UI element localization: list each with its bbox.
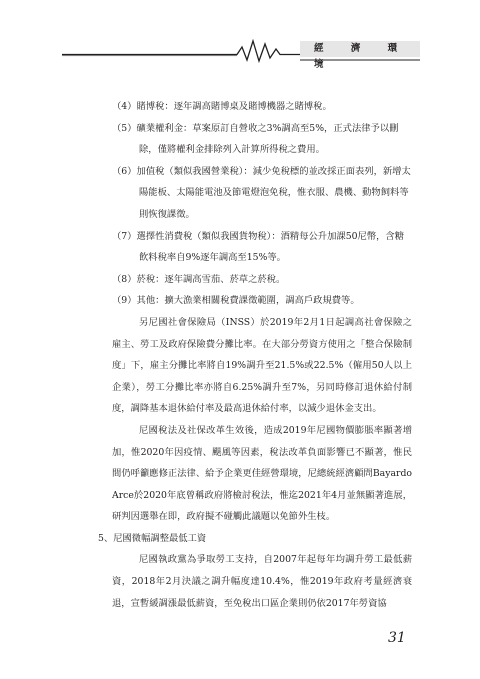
item-number: （6）: [112, 165, 137, 177]
section-label: 經 濟 環 境: [314, 43, 410, 70]
item-text: 加值稅（類似我國營業稅）：減少免稅標的並改採正面表列，新增太陽能板、太陽能電池及節電燈泡免稅，惟衣服、農機、動物飼料等則恢復課徵。: [136, 165, 411, 220]
item-text: 選擇性消費稅（類似我國貨物稅）：酒精每公升加課50尼幣，含糖飲料稅率自9%逐年調高至15%等。: [136, 230, 405, 264]
list-item: [112, 269, 412, 291]
body-paragraph: 另尼國社會保險局（INSS）於2019年2月1日起調高社會保險之雇主、勞工及政府保險費分攤比率。在大部分勞資方使用之「整合保險制度」下，雇主分攤比率將自19%調升至21.5%或22.5%（僱用50人以上企業），勞工分攤比率亦將自6.25%調升至7%，另同時修訂退休給付制度，調降基本退休給付率及最高退休給付率，以減少退休金支出。: [112, 316, 412, 415]
list-item: [112, 161, 412, 226]
list-item: [112, 290, 412, 312]
page-number: 31: [388, 630, 406, 646]
body-paragraph: 尼國稅法及社保改革生效後，造成2019年尼國物價膨脹率顯著增加，惟2020年因疫情、颶風等因素，稅法改革負面影響已不顯著，惟民間仍呼籲應修正法律、給予企業更佳經營環境，尼總統經濟顧問Bayardo Arce於2020年底曾稱政府將檢討稅法，惟迄2021年4月並無顯著進展，研判因選舉在即，政府擬不碰觸此議題以免節外生枝。: [112, 424, 412, 523]
item-number: （7）: [112, 230, 137, 242]
item-text: 其他：擴大漁業相關稅費課徵範圍，調高戶政規費等。: [136, 295, 360, 307]
running-header: [62, 38, 420, 70]
list-item: [112, 226, 412, 269]
item-text: 礦業權利金：草案原訂自營收之3%調高至5%，正式法律予以刪除，僅將權利金排除列入計算所得稅之費用。: [136, 122, 399, 156]
item-number: （9）: [112, 295, 137, 307]
item-text: 賭博稅：逐年調高賭博桌及賭博機器之賭博稅。: [136, 101, 332, 112]
body-paragraph: 尼國執政黨為爭取勞工支持，自2007年起每年均調升勞工最低薪資，2018年2月決議之調升幅度達10.4%，惟2019年政府考量經濟衰退，宣暫緩調漲最低薪資，至免稅出口區企業則仍依2017年勞資協: [112, 554, 412, 609]
list-item: [112, 118, 412, 161]
item-number: （8）: [112, 273, 137, 285]
page-body: [98, 96, 412, 614]
item-number: （5）: [112, 122, 137, 134]
item-number: （4）: [112, 101, 137, 112]
item-text: 菸稅：逐年調高雪茄、菸草之菸稅。: [136, 273, 286, 285]
section-heading: 5、尼國微幅調整最低工資: [98, 532, 207, 544]
list-item: [112, 96, 412, 118]
